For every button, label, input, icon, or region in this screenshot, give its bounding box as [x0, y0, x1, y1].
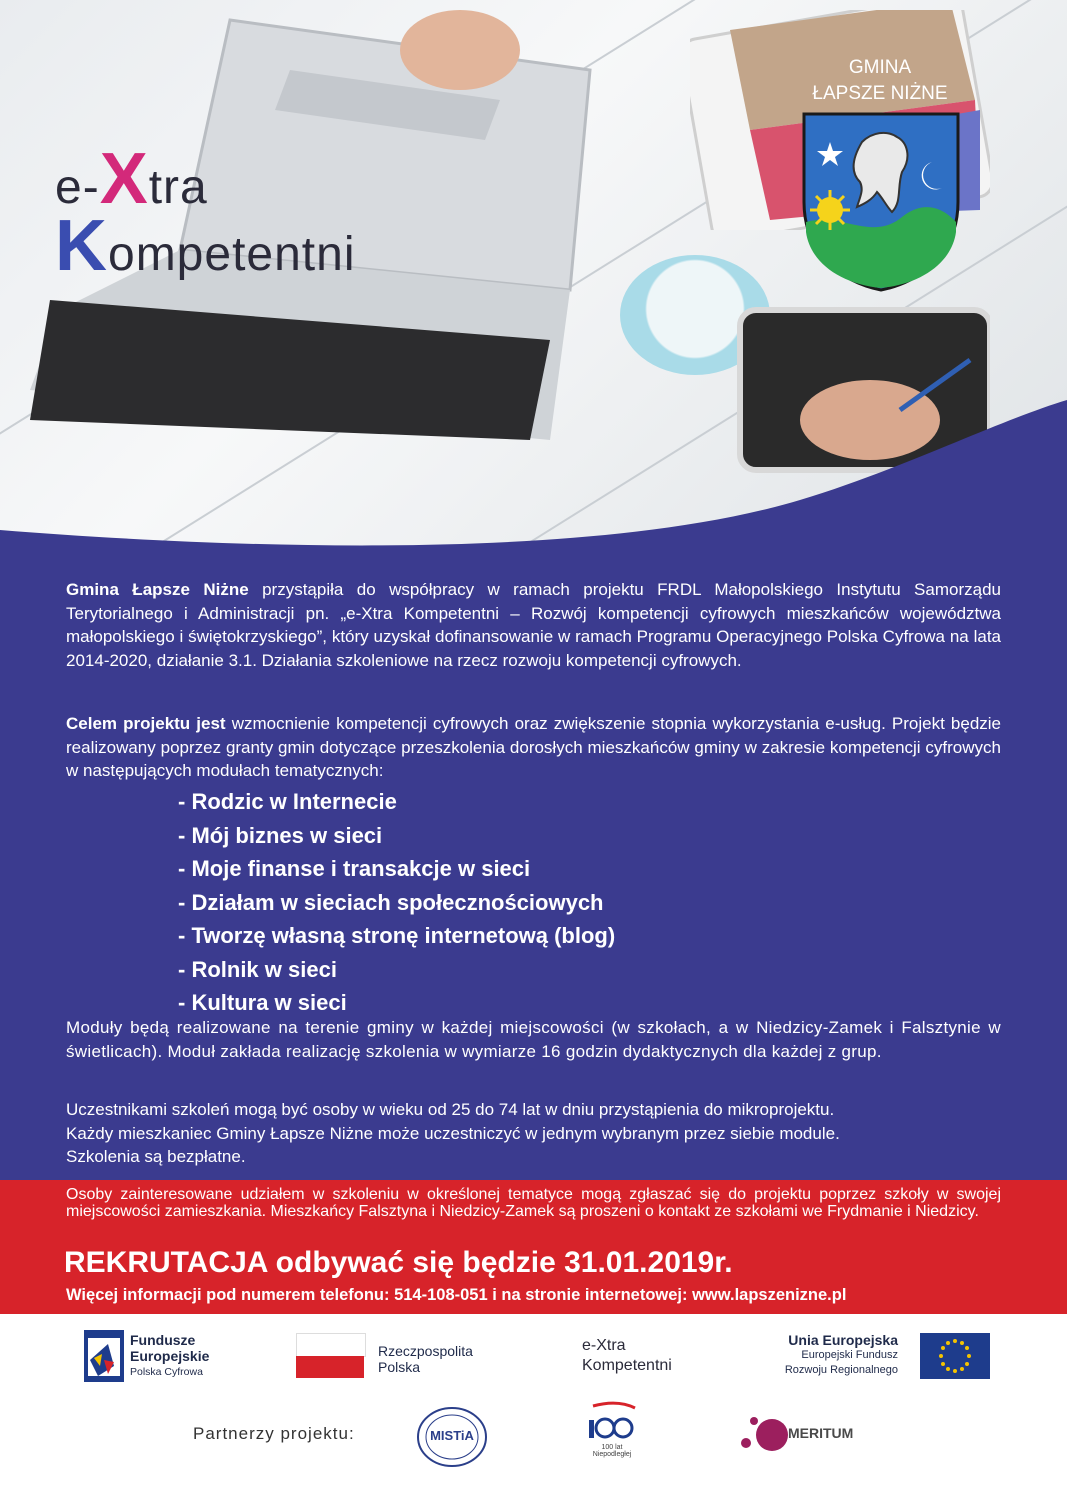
- rzeczpospolita-polska-logo: [296, 1333, 516, 1379]
- partners-label: Partnerzy projektu:: [193, 1424, 355, 1443]
- goal-paragraph: [66, 712, 1001, 783]
- fe-emblem-icon: [84, 1330, 124, 1382]
- coat-of-arms-emblem: [802, 112, 960, 292]
- recruitment-date: REKRUTACJA odbywać się będzie 31.01.2019r.: [64, 1246, 733, 1279]
- eu-flag-icon: [920, 1333, 990, 1379]
- modules-list: [178, 785, 615, 1020]
- meritum-text: MERITUM: [788, 1425, 854, 1441]
- gmina-title: [800, 55, 960, 107]
- ue-line1: Unia Europejska: [788, 1332, 898, 1348]
- logo-k: K: [55, 206, 108, 286]
- goal-text: wzmocnienie kompetencji cyfrowych oraz zwiększenie stopnia wykorzystania e-usług. Projekt będzie realizowany poprzez granty gmin dotyczące przeszkolenia dorosłych mieszkańców gminy w zakresie kompetencji cyfrowych w następujących modułach tematycznych:: [66, 714, 1002, 780]
- extra-kompetentni-small-logo: [582, 1336, 702, 1382]
- flag-red-stripe: [296, 1356, 364, 1378]
- centenary-text: 100 lat Niepodległej: [592, 1444, 632, 1458]
- intro-paragraph: [66, 578, 1001, 672]
- centenary-logo: [583, 1400, 641, 1462]
- mistia-text: MISTiA: [430, 1428, 474, 1443]
- module-item: - Rodzic w Internecie: [178, 789, 397, 814]
- ue-line2: Europejski Fundusz: [801, 1349, 898, 1361]
- ext-line1: e-Xtra: [582, 1337, 626, 1354]
- contact-info: Więcej informacji pod numerem telefonu: 514-108-051 i na stronie internetowej: www.lapszenizne.pl: [66, 1286, 847, 1304]
- ue-text: [785, 1333, 898, 1378]
- intro-text: przystąpiła do współpracy w ramach projektu FRDL Małopolskiego Instytutu Samorządu Terytorialnego i Administracji pn. „e-Xtra Kompetentni – Rozwój kompetencji cyfrowych mieszkańców województwa małopolskiego i świętokrzyskiego”, który uzyskał dofinansowanie w ramach Programu Operacyjnego Polska Cyfrowa na lata 2014-2020, działanie 3.1. Działania szkoleniowe na rzecz rozwoju kompetencji cyfrowych.: [66, 580, 1001, 670]
- module-item: - Kultura w sieci: [178, 990, 347, 1015]
- module-item: - Moje finanse i transakcje w sieci: [178, 856, 531, 881]
- modules-paragraph: Moduły będą realizowane na terenie gminy w każdej miejscowości (w szkołach, a w Niedzicy-Zamek i Falsztynie w świetlicach). Moduł zakłada realizację szkolenia w wymiarze 16 godzin dydaktycznych dla każdej z grup.: [66, 1018, 1001, 1061]
- logo-prefix: e-: [55, 161, 100, 214]
- module-item: - Działam w sieciach społecznościowych: [178, 889, 604, 915]
- ext-line2: Kompetentni: [582, 1357, 672, 1374]
- extra-kompetentni-logo: [55, 139, 356, 286]
- rp-line2: Polska: [378, 1359, 421, 1375]
- rp-text: [378, 1343, 473, 1375]
- gmina-line1: GMINA: [848, 57, 912, 78]
- meritum-logo: [740, 1413, 880, 1457]
- rp-line1: Rzeczpospolita: [378, 1343, 473, 1359]
- participants-line: Każdy mieszkaniec Gminy Łapsze Niżne może uczestniczyć w jednym wybranym przez siebie module.: [66, 1123, 840, 1143]
- participants-line: Uczestnikami szkoleń mogą być osoby w wieku od 25 do 74 lat w dniu przystąpienia do mikroprojektu.: [66, 1100, 835, 1119]
- unia-europejska-logo: [760, 1333, 990, 1383]
- module-item: - Mój biznes w sieci: [178, 822, 383, 848]
- fe-line2: Europejskie: [130, 1348, 210, 1364]
- meritum-dots-icon: [740, 1413, 790, 1457]
- participants-line: Szkolenia są bezpłatne.: [66, 1147, 246, 1166]
- fe-text: [130, 1332, 209, 1380]
- logo-x: X: [99, 139, 149, 219]
- module-item: - Tworzę własną stronę internetową (blog): [178, 923, 616, 948]
- ue-line3: Rozwoju Regionalnego: [784, 1364, 898, 1376]
- recruitment-info: Osoby zainteresowane udziałem w szkoleniu w określonej tematyce mogą zgłaszać się do projektu poprzez szkoły w swojej miejscowości zamieszkania. Mieszkańcy Falsztyna i Niedzicy-Zamek są proszeni o kontakt ze szkołami we Frydmanie i Niedzicy.: [66, 1186, 1001, 1220]
- logo-ompetentni: ompetentni: [108, 228, 356, 281]
- logo-tra: tra: [148, 161, 208, 214]
- participants-paragraph: [66, 1098, 1001, 1169]
- fundusze-europejskie-logo: [84, 1330, 274, 1382]
- flag-white-stripe: [296, 1333, 366, 1357]
- module-item: - Rolnik w sieci: [178, 956, 337, 982]
- intro-lead: Gmina Łapsze Niżne: [66, 580, 249, 599]
- fe-line3: Polska Cyfrowa: [130, 1366, 203, 1378]
- mistia-logo: [416, 1406, 488, 1468]
- gmina-line2: ŁAPSZE NIŻNE: [812, 83, 948, 104]
- fe-line1: Fundusze: [130, 1332, 196, 1348]
- goal-lead: Celem projektu jest: [66, 714, 226, 733]
